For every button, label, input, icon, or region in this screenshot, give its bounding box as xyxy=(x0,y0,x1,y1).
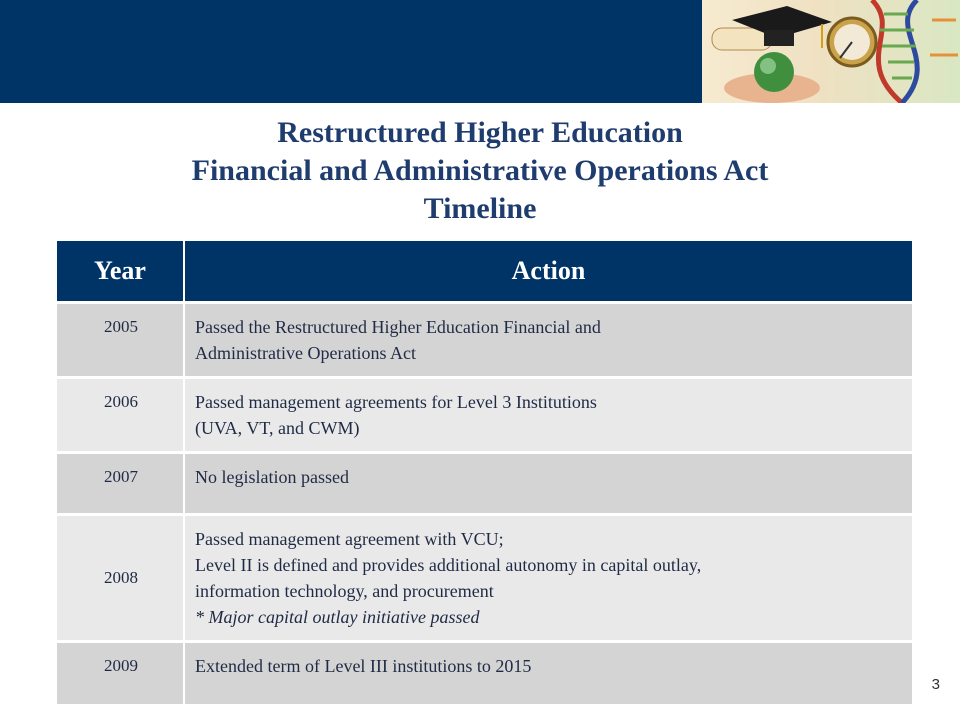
action-cell xyxy=(184,515,912,642)
year-cell: 2009 xyxy=(57,642,184,704)
action-line: (UVA, VT, and CWM) xyxy=(195,418,360,438)
action-column-header: Action xyxy=(184,241,912,303)
education-collage-icon xyxy=(702,0,960,103)
action-line: Passed management agreements for Level 3 Institutions xyxy=(195,392,597,412)
title-line-2: Financial and Administrative Operations Act xyxy=(191,154,769,187)
year-cell: 2007 xyxy=(57,453,184,515)
action-line: Administrative Operations Act xyxy=(195,343,416,363)
timeline-table xyxy=(57,241,912,704)
action-cell xyxy=(184,453,912,515)
year-cell: 2008 xyxy=(57,515,184,642)
action-line: Passed management agreement with VCU; xyxy=(195,529,504,549)
action-cell xyxy=(184,642,912,704)
table-header-row xyxy=(57,241,912,303)
year-column-header: Year xyxy=(57,241,184,303)
action-cell xyxy=(184,303,912,378)
page-number: 3 xyxy=(931,676,940,693)
action-cell xyxy=(184,378,912,453)
page-title xyxy=(0,114,960,228)
action-line: Level II is defined and provides additional autonomy in capital outlay, xyxy=(195,555,702,575)
table-row xyxy=(57,453,912,515)
year-cell: 2005 xyxy=(57,303,184,378)
table-row xyxy=(57,515,912,642)
table-row xyxy=(57,378,912,453)
action-line: Extended term of Level III institutions to 2015 xyxy=(195,656,532,676)
action-line: information technology, and procurement xyxy=(195,581,494,601)
year-cell: 2006 xyxy=(57,378,184,453)
table-row xyxy=(57,642,912,704)
title-line-1: Restructured Higher Education xyxy=(277,116,683,149)
title-line-3: Timeline xyxy=(423,192,537,225)
action-line: * Major capital outlay initiative passed xyxy=(195,607,480,627)
action-line: Passed the Restructured Higher Education Financial and xyxy=(195,317,601,337)
action-line: No legislation passed xyxy=(195,467,349,487)
table-row xyxy=(57,303,912,378)
header-band xyxy=(0,0,702,103)
